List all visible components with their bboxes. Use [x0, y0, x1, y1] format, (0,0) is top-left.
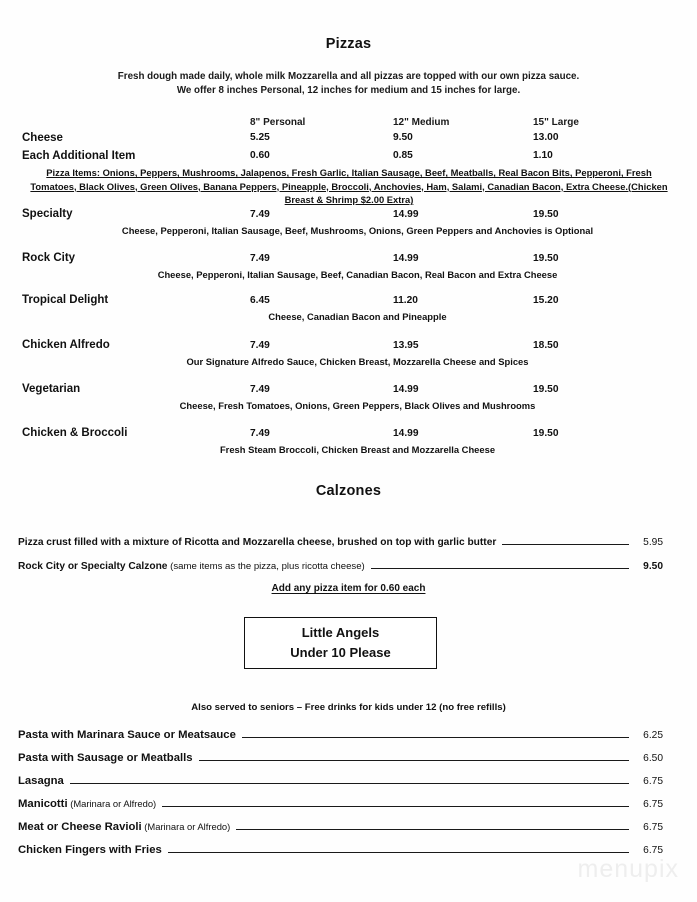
pizza-price-medium: 11.20	[393, 295, 418, 306]
size-header-large: 15" Large	[533, 117, 579, 128]
pizza-intro-paragraph	[70, 70, 627, 98]
price-row-name: Cheese	[22, 132, 63, 144]
pizza-intro-line-1: Fresh dough made daily, whole milk Mozzarella and all pizzas are topped with our own pizza sauce.	[117, 71, 580, 82]
pizza-price-medium: 13.95	[393, 340, 419, 351]
pizza-price-large: 19.50	[533, 253, 559, 264]
leader-line	[371, 568, 629, 569]
kids-item-name	[18, 821, 230, 833]
kids-item-name	[18, 775, 64, 787]
kids-item-name-text: Pasta with Marinara Sauce or Meatsauce	[18, 729, 236, 741]
calzone-name	[18, 561, 365, 572]
pizza-description: Our Signature Alfredo Sauce, Chicken Breast, Mozzarella Cheese and Spices	[186, 356, 529, 367]
kids-item-name-text: Manicotti	[18, 798, 68, 810]
kids-item-pasta-sausage	[18, 752, 663, 764]
calzone-row-rock-city-specialty	[18, 561, 663, 572]
kids-item-name	[18, 752, 193, 764]
price-medium: 0.85	[393, 150, 413, 161]
pizza-price-small: 6.45	[250, 295, 270, 306]
pizza-price-small: 7.49	[250, 253, 270, 264]
pizza-name: Rock City	[22, 252, 76, 264]
little-angels-box	[244, 617, 437, 669]
kids-item-name-text: Chicken Fingers with Fries	[18, 844, 162, 856]
little-angels-subtitle: Under 10 Please	[290, 645, 391, 660]
pizza-price-small: 7.49	[250, 384, 270, 395]
price-row-cheese	[0, 132, 697, 149]
calzone-name-text: Rock City or Specialty Calzone	[18, 561, 168, 572]
kids-item-price: 6.75	[643, 776, 663, 787]
calzone-name	[18, 537, 496, 548]
menupix-watermark: menupix	[577, 855, 679, 883]
price-large: 1.10	[533, 150, 553, 161]
add-pizza-item-note	[0, 583, 697, 594]
calzones-section-title: Calzones	[315, 483, 382, 499]
kids-item-pasta-marinara	[18, 729, 663, 741]
pizza-name: Chicken & Broccoli	[22, 427, 128, 439]
pizza-price-large: 19.50	[533, 384, 559, 395]
pizza-intro-line-2: We offer 8 inches Personal, 12 inches for medium and 15 inches for large.	[176, 85, 521, 96]
calzone-price: 5.95	[643, 537, 663, 548]
kids-item-name	[18, 729, 236, 741]
leader-line	[168, 852, 629, 853]
kids-item-name	[18, 798, 156, 810]
kids-item-name-text: Pasta with Sausage or Meatballs	[18, 752, 193, 764]
pizza-description: Cheese, Pepperoni, Italian Sausage, Beef, Mushrooms, Onions, Green Peppers and Anchovies is Optional	[121, 225, 594, 236]
add-pizza-item-note-text: Add any pizza item for 0.60 each	[271, 583, 426, 594]
pizza-price-small: 7.49	[250, 340, 270, 351]
price-medium: 9.50	[393, 132, 413, 143]
size-header-small: 8" Personal	[250, 117, 306, 128]
little-angels-title: Little Angels	[301, 625, 380, 640]
price-small: 0.60	[250, 150, 270, 161]
pizza-price-small: 7.49	[250, 209, 270, 220]
price-large: 13.00	[533, 132, 559, 143]
pizza-name: Tropical Delight	[22, 294, 109, 306]
size-header-medium: 12" Medium	[393, 117, 450, 128]
pizza-items-note-text: Pizza Items: Onions, Peppers, Mushrooms, Jalapenos, Fresh Garlic, Italian Sausage, Beef, Meatballs, Real Bacon Bits, Pepperoni, Fresh Tomatoes, Black Olives, Green Olives, Banana Peppers, Pineapple, Broccoli, Anchovies, Ham, Salami, Canadian Bacon, Extra Cheese.(Chicken Breast & Shrimp $2.00 Extra)	[30, 167, 668, 206]
kids-item-price: 6.50	[643, 753, 663, 764]
leader-line	[70, 783, 629, 784]
seniors-note: Also served to seniors – Free drinks for kids under 12 (no free refills)	[191, 702, 506, 713]
pizza-name: Specialty	[22, 208, 73, 220]
leader-line	[199, 760, 629, 761]
price-small: 5.25	[250, 132, 270, 143]
kids-item-ravioli	[18, 821, 663, 833]
pizzas-section-title: Pizzas	[325, 36, 372, 52]
kids-item-price: 6.75	[643, 845, 663, 856]
pizza-description: Cheese, Canadian Bacon and Pineapple	[268, 311, 447, 322]
pizza-name: Chicken Alfredo	[22, 339, 110, 351]
pizza-name: Vegetarian	[22, 383, 81, 395]
kids-item-price: 6.75	[643, 822, 663, 833]
pizza-items-note	[24, 166, 674, 207]
kids-item-lasagna	[18, 775, 663, 787]
pizza-price-medium: 14.99	[393, 428, 419, 439]
pizza-price-large: 19.50	[533, 209, 559, 220]
leader-line	[162, 806, 629, 807]
leader-line	[502, 544, 629, 545]
kids-item-name-text: Lasagna	[18, 775, 64, 787]
pizza-price-large: 19.50	[533, 428, 559, 439]
pizza-description: Cheese, Pepperoni, Italian Sausage, Beef, Canadian Bacon, Real Bacon and Extra Cheese	[157, 269, 558, 280]
calzone-price: 9.50	[643, 561, 663, 572]
pizza-price-large: 18.50	[533, 340, 559, 351]
pizza-price-medium: 14.99	[393, 384, 419, 395]
leader-line	[242, 737, 629, 738]
pizza-price-medium: 14.99	[393, 253, 419, 264]
kids-item-name-sub: (Marinara or Alfredo)	[141, 821, 231, 832]
kids-item-name	[18, 844, 162, 856]
calzone-name-sub: (same items as the pizza, plus ricotta cheese)	[167, 561, 365, 572]
calzone-name-text: Pizza crust filled with a mixture of Ricotta and Mozzarella cheese, brushed on top with garlic butter	[18, 537, 497, 548]
calzone-row-cheese	[18, 537, 663, 548]
price-row-each-additional-item	[0, 150, 697, 167]
kids-item-price: 6.75	[643, 799, 663, 810]
pizza-price-medium: 14.99	[393, 209, 419, 220]
pizza-price-small: 7.49	[250, 428, 270, 439]
leader-line	[236, 829, 629, 830]
kids-item-name-text: Meat or Cheese Ravioli	[18, 821, 142, 833]
kids-item-price: 6.25	[643, 730, 663, 741]
kids-item-chicken-fingers	[18, 844, 663, 856]
pizza-description: Fresh Steam Broccoli, Chicken Breast and Mozzarella Cheese	[219, 444, 496, 455]
pizza-description: Cheese, Fresh Tomatoes, Onions, Green Peppers, Black Olives and Mushrooms	[179, 400, 536, 411]
kids-item-name-sub: (Marinara or Alfredo)	[67, 798, 157, 809]
kids-item-manicotti	[18, 798, 663, 810]
pizza-price-large: 15.20	[533, 295, 559, 306]
price-row-name: Each Additional Item	[22, 150, 136, 162]
